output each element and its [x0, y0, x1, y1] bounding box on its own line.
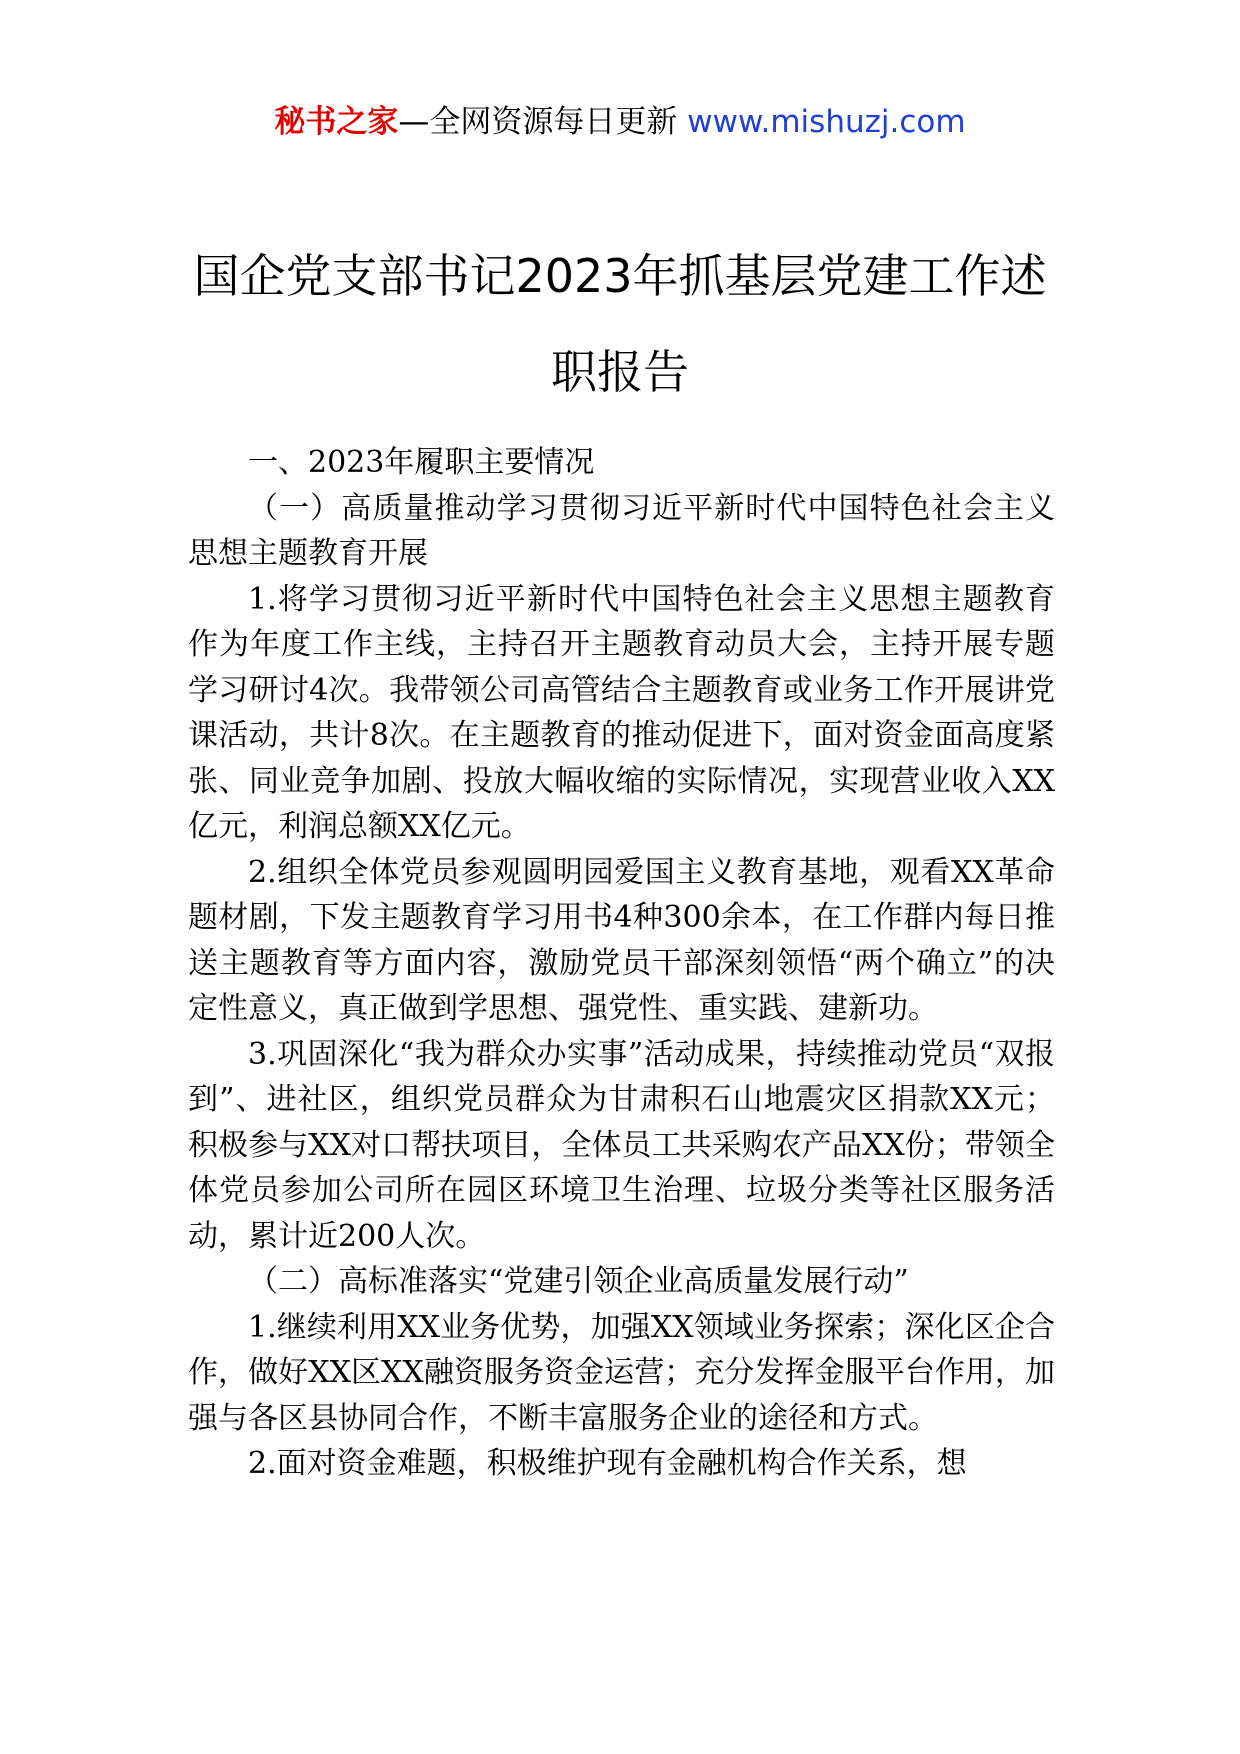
- site-slogan: —全网资源每日更新: [398, 104, 678, 140]
- body-paragraph: 3.巩固深化“我为群众办实事”活动成果，持续推动党员“双报到”、进社区，组织党员群众为甘肃积石山地震灾区捐款XX元；积极参与XX对口帮扶项目，全体员工共采购农产品XX份；带领全体党员参加公司所在园区环境卫生治理、垃圾分类等社区服务活动，累计近200人次。: [188, 1036, 1055, 1254]
- body-paragraph: 2.面对资金难题，积极维护现有金融机构合作关系，想: [248, 1446, 967, 1481]
- document-title: [150, 228, 1090, 420]
- section-heading: 一、2023年履职主要情况: [248, 445, 595, 480]
- body-paragraph: 1.将学习贯彻习近平新时代中国特色社会主义思想主题教育作为年度工作主线，主持召开主题教育动员大会，主持开展专题学习研讨4次。我带领公司高管结合主题教育或业务工作开展讲党课活动，共计8次。在主题教育的推动促进下，面对资金面高度紧张、同业竞争加剧、投放大幅收缩的实际情况，实现营业收入XX亿元，利润总额XX亿元。: [188, 581, 1055, 844]
- body-paragraph: 1.继续利用XX业务优势，加强XX领域业务探索；深化区企合作，做好XX区XX融资服务资金运营；充分发挥金服平台作用，加强与各区县协同合作，不断丰富服务企业的途径和方式。: [188, 1309, 1055, 1436]
- body-paragraph: 2.组织全体党员参观圆明园爱国主义教育基地，观看XX革命题材剧，下发主题教育学习用书4种300余本，在工作群内每日推送主题教育等方面内容，激励党员干部深刻领悟“两个确立”的决定性意义，真正做到学思想、强党性、重实践、建新功。: [188, 854, 1055, 1026]
- site-header: [0, 100, 1240, 144]
- document-body: [188, 440, 1055, 1487]
- site-brand: 秘书之家: [274, 104, 399, 140]
- subsection-heading: （一）高质量推动学习贯彻习近平新时代中国特色社会主义思想主题教育开展: [188, 490, 1055, 571]
- document-title-line-2: 职报告: [551, 345, 689, 399]
- site-url-link[interactable]: www.mishuzj.com: [687, 104, 966, 140]
- document-title-line-1: 国企党支部书记2023年抓基层党建工作述: [193, 249, 1047, 303]
- subsection-heading: （二）高标准落实“党建引领企业高质量发展行动”: [248, 1264, 909, 1299]
